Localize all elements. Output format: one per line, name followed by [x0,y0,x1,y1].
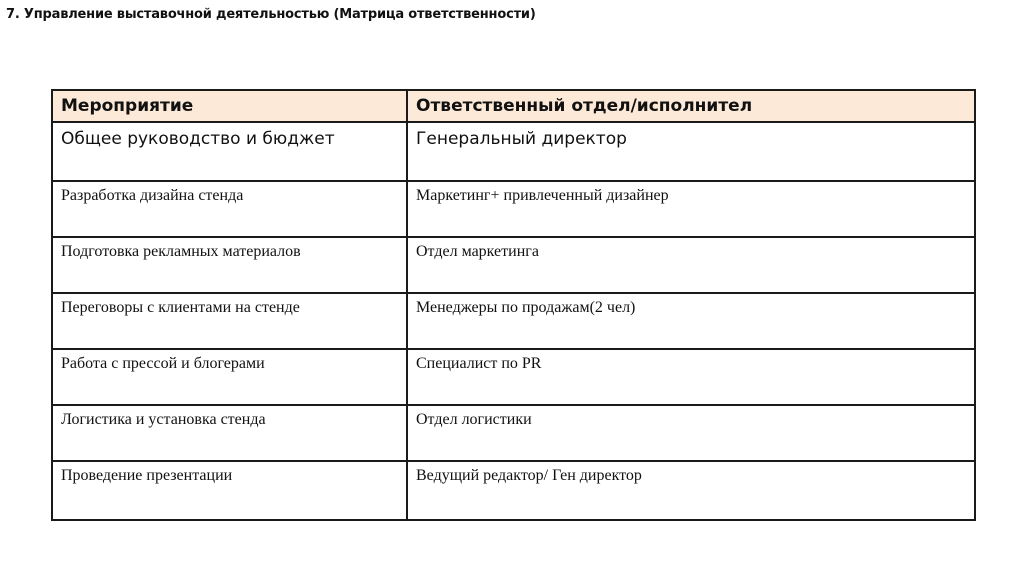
cell-event: Логистика и установка стенда [52,405,407,461]
cell-event: Проведение презентации [52,461,407,520]
cell-responsible: Отдел логистики [407,405,975,461]
cell-responsible: Маркетинг+ привлеченный дизайнер [407,181,975,237]
cell-responsible: Специалист по PR [407,349,975,405]
cell-responsible: Ведущий редактор/ Ген директор [407,461,975,520]
cell-event: Работа с прессой и блогерами [52,349,407,405]
table-row [52,461,975,520]
table-header-row [52,90,975,122]
table-row [52,405,975,461]
table-row [52,181,975,237]
table-row [52,237,975,293]
table-row [52,349,975,405]
table-row [52,293,975,349]
cell-event: Общее руководство и бюджет [52,122,407,181]
table-row [52,122,975,181]
cell-event: Разработка дизайна стенда [52,181,407,237]
cell-responsible: Отдел маркетинга [407,237,975,293]
cell-responsible: Генеральный директор [407,122,975,181]
header-responsible: Ответственный отдел/исполнител [407,90,975,122]
header-event: Мероприятие [52,90,407,122]
cell-event: Переговоры с клиентами на стенде [52,293,407,349]
cell-event: Подготовка рекламных материалов [52,237,407,293]
slide-title: 7. Управление выставочной деятельностью (Матрица ответственности) [6,7,536,22]
responsibility-matrix-table [51,89,976,521]
cell-responsible: Менеджеры по продажам(2 чел) [407,293,975,349]
